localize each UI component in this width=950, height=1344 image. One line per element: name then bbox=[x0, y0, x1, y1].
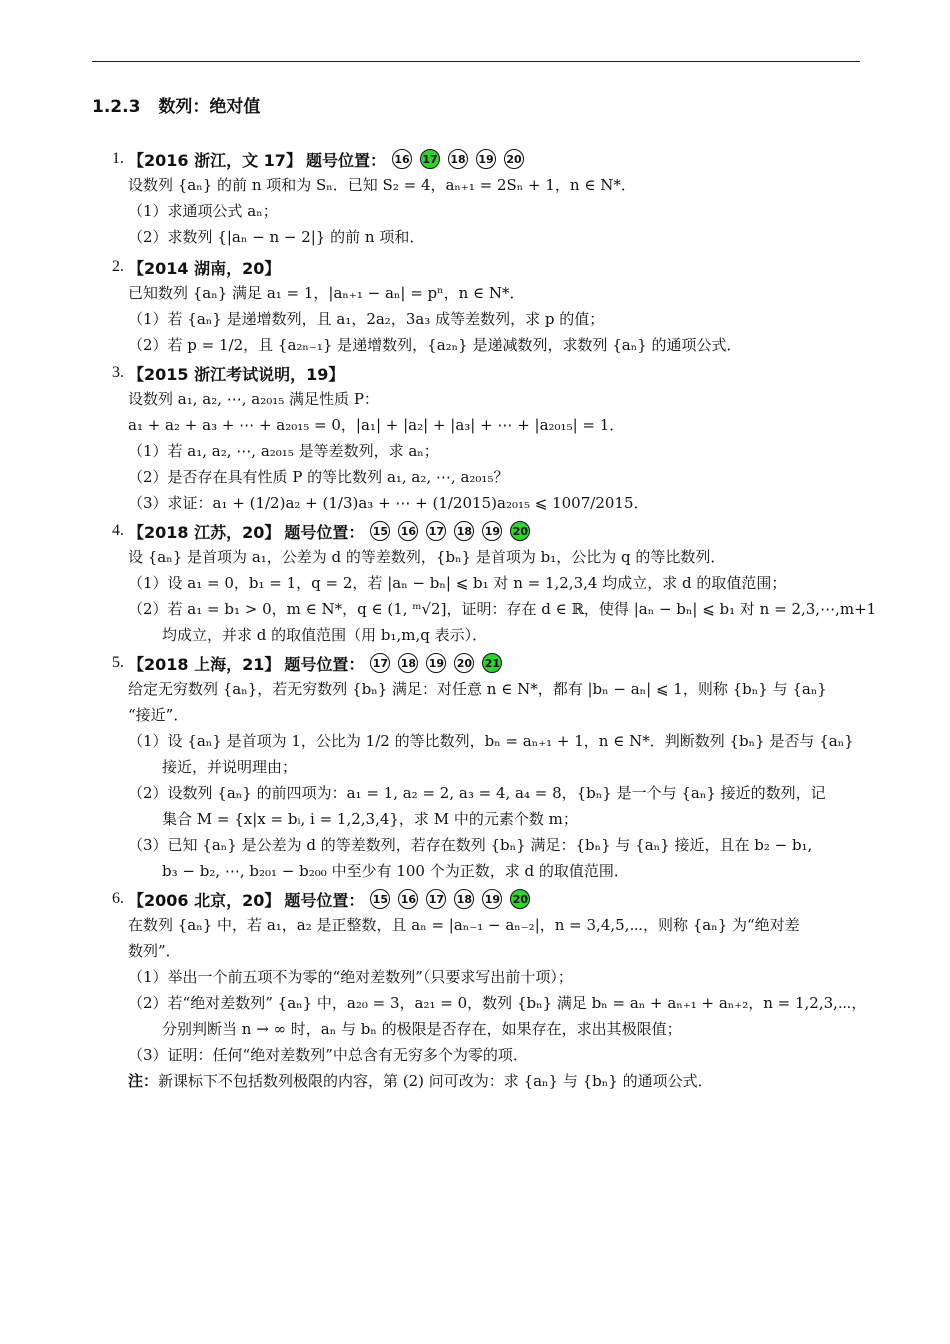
problem-text-line: 均成立，并求 d 的取值范围（用 b₁,m,q 表示）． bbox=[162, 626, 488, 644]
problem-number: 3. bbox=[112, 364, 124, 381]
position-label: 题号位置： bbox=[284, 654, 365, 674]
problem-header bbox=[92, 146, 872, 172]
section-name: 数列：绝对值 bbox=[158, 97, 261, 117]
position-marker: 15 bbox=[370, 521, 390, 541]
problem-text-line: 设数列 a₁, a₂, ⋯, a₂₀₁₅ 满足性质 P： bbox=[128, 390, 379, 408]
problem-text-line: （2）求数列 {|aₙ − n − 2|} 的前 n 项和． bbox=[128, 228, 425, 246]
position-marker: 19 bbox=[482, 889, 502, 909]
problem-item bbox=[92, 518, 877, 648]
problem-item bbox=[92, 886, 872, 1094]
position-marker: 18 bbox=[398, 653, 418, 673]
problem-text-line: （1）设 a₁ = 0，b₁ = 1，q = 2，若 |aₙ − bₙ| ⩽ b₁ 对 n = 1,2,3,4 均成立，求 d 的取值范围； bbox=[128, 574, 787, 592]
header-rule bbox=[92, 61, 860, 62]
problem-number: 5. bbox=[112, 654, 124, 671]
problem-header bbox=[92, 650, 872, 676]
problem-text-line: （1）举出一个前五项不为零的“绝对差数列”（只要求写出前十项）； bbox=[128, 968, 573, 986]
problem-text-line: “接近”． bbox=[128, 706, 189, 724]
problem-number: 2. bbox=[112, 258, 124, 275]
problem-header bbox=[92, 360, 872, 386]
problem-number: 6. bbox=[112, 890, 124, 907]
problem-source-tag: 【2006 北京，20】 bbox=[128, 890, 281, 910]
position-markers bbox=[370, 653, 502, 673]
position-marker: 17 bbox=[426, 889, 446, 909]
position-marker: 19 bbox=[476, 149, 496, 169]
position-marker: 16 bbox=[398, 889, 418, 909]
position-label: 题号位置： bbox=[284, 890, 365, 910]
position-marker-highlighted: 17 bbox=[420, 149, 440, 169]
position-markers bbox=[370, 889, 530, 909]
position-marker-highlighted: 20 bbox=[510, 889, 530, 909]
problem-text-line: （3）证明：任何“绝对差数列”中总含有无穷多个为零的项． bbox=[128, 1046, 528, 1064]
position-marker: 20 bbox=[504, 149, 524, 169]
problem-text-line: a₁ + a₂ + a₃ + ⋯ + a₂₀₁₅ = 0，|a₁| + |a₂| + |a₃| + ⋯ + |a₂₀₁₅| = 1． bbox=[128, 416, 625, 434]
problem-text-line: 在数列 {aₙ} 中，若 a₁，a₂ 是正整数，且 aₙ = |aₙ₋₁ − aₙ₋₂|，n = 3,4,5,⋯，则称 {aₙ} 为“绝对差 bbox=[128, 916, 800, 934]
problem-source-tag: 【2018 上海，21】 bbox=[128, 654, 281, 674]
problem-text-line: b₃ − b₂, ⋯, b₂₀₁ − b₂₀₀ 中至少有 100 个为正数，求 d 的取值范围． bbox=[162, 862, 629, 880]
section-number: 1.2.3 bbox=[92, 97, 141, 117]
problem-note bbox=[128, 1068, 872, 1094]
problem-text-line: （2）若 a₁ = b₁ > 0，m ∈ N*，q ∈ (1, ᵐ√2]，证明：存在 d ∈ ℝ，使得 |aₙ − bₙ| ⩽ b₁ 对 n = 2,3,⋯,m+1 bbox=[128, 600, 877, 618]
problem-number: 1. bbox=[112, 150, 124, 167]
position-markers bbox=[370, 521, 530, 541]
problem-source-tag: 【2016 浙江，文 17】 bbox=[128, 150, 302, 170]
problem-source-tag: 【2014 湖南，20】 bbox=[128, 258, 281, 278]
section-title bbox=[92, 92, 260, 117]
problem-text-line: （1）设 {aₙ} 是首项为 1，公比为 1/2 的等比数列，bₙ = aₙ₊₁ + 1，n ∈ N*．判断数列 {bₙ} 是否与 {aₙ} bbox=[128, 732, 854, 750]
problem-text-line: （1）若 {aₙ} 是递增数列，且 a₁，2a₂，3a₃ 成等差数列，求 p 的值； bbox=[128, 310, 605, 328]
problem-text-line: 已知数列 {aₙ} 满足 a₁ = 1，|aₙ₊₁ − aₙ| = pⁿ，n ∈ N*． bbox=[128, 284, 525, 302]
position-marker: 18 bbox=[454, 889, 474, 909]
position-marker: 19 bbox=[426, 653, 446, 673]
problem-source-tag: 【2015 浙江考试说明，19】 bbox=[128, 364, 345, 384]
problem-text-line: 给定无穷数列 {aₙ}，若无穷数列 {bₙ} 满足：对任意 n ∈ N*，都有 |bₙ − aₙ| ⩽ 1，则称 {bₙ} 与 {aₙ} bbox=[128, 680, 827, 698]
position-marker: 17 bbox=[370, 653, 390, 673]
problem-text-line: （2）是否存在具有性质 P 的等比数列 a₁, a₂, ⋯, a₂₀₁₅？ bbox=[128, 468, 509, 486]
problem-text-line: 集合 M = {x|x = bᵢ, i = 1,2,3,4}，求 M 中的元素个数 m； bbox=[162, 810, 578, 828]
problem-text-line: （1）求通项公式 aₙ； bbox=[128, 202, 278, 220]
position-marker: 18 bbox=[454, 521, 474, 541]
problem-number: 4. bbox=[112, 522, 124, 539]
position-label: 题号位置： bbox=[284, 522, 365, 542]
position-marker: 16 bbox=[398, 521, 418, 541]
problem-text-line: （2）若“绝对差数列” {aₙ} 中，a₂₀ = 3，a₂₁ = 0，数列 {bₙ} 满足 bₙ = aₙ + aₙ₊₁ + aₙ₊₂，n = 1,2,3,⋯， bbox=[128, 994, 867, 1012]
problem-header bbox=[92, 886, 872, 912]
problem-text-line: （3）求证：a₁ + (1/2)a₂ + (1/3)a₃ + ⋯ + (1/2015)a₂₀₁₅ ⩽ 1007/2015． bbox=[128, 494, 649, 512]
problem-text-line: （3）已知 {aₙ} 是公差为 d 的等差数列，若存在数列 {bₙ} 满足：{bₙ} 与 {aₙ} 接近，且在 b₂ − b₁, bbox=[128, 836, 813, 854]
problem-text-line: 接近，并说明理由； bbox=[162, 758, 298, 776]
problem-text-line: （1）若 a₁, a₂, ⋯, a₂₀₁₅ 是等差数列，求 aₙ； bbox=[128, 442, 439, 460]
problem-text-line: 设 {aₙ} 是首项为 a₁，公差为 d 的等差数列，{bₙ} 是首项为 b₁，公比为 q 的等比数列． bbox=[128, 548, 726, 566]
position-label: 题号位置： bbox=[305, 150, 386, 170]
problem-text-line: 数列”． bbox=[128, 942, 181, 960]
position-marker: 16 bbox=[392, 149, 412, 169]
problem-item bbox=[92, 254, 872, 358]
problem-header bbox=[92, 254, 872, 280]
problem-item bbox=[92, 360, 872, 516]
position-marker: 20 bbox=[454, 653, 474, 673]
position-marker: 19 bbox=[482, 521, 502, 541]
problem-text-line: 分别判断当 n → ∞ 时，aₙ 与 bₙ 的极限是否存在，如果存在，求出其极限值； bbox=[162, 1020, 682, 1038]
problem-item bbox=[92, 650, 872, 884]
position-marker: 15 bbox=[370, 889, 390, 909]
position-marker-highlighted: 21 bbox=[482, 653, 502, 673]
problem-text-line: 设数列 {aₙ} 的前 n 项和为 Sₙ．已知 S₂ = 4，aₙ₊₁ = 2Sₙ + 1，n ∈ N*． bbox=[128, 176, 636, 194]
problem-item bbox=[92, 146, 872, 250]
note-label: 注： bbox=[128, 1072, 159, 1090]
note-text: 新课标下不包括数列极限的内容，第 (2) 问可改为：求 {aₙ} 与 {bₙ} 的通项公式． bbox=[158, 1072, 713, 1090]
position-marker: 18 bbox=[448, 149, 468, 169]
problem-text-line: （2）若 p = 1/2，且 {a₂ₙ₋₁} 是递增数列，{a₂ₙ} 是递减数列，求数列 {aₙ} 的通项公式． bbox=[128, 336, 742, 354]
problem-list bbox=[92, 146, 877, 1096]
position-marker: 17 bbox=[426, 521, 446, 541]
problem-source-tag: 【2018 江苏，20】 bbox=[128, 522, 281, 542]
position-markers bbox=[392, 149, 524, 169]
problem-text-line: （2）设数列 {aₙ} 的前四项为：a₁ = 1, a₂ = 2, a₃ = 4, a₄ = 8，{bₙ} 是一个与 {aₙ} 接近的数列，记 bbox=[128, 784, 826, 802]
position-marker-highlighted: 20 bbox=[510, 521, 530, 541]
problem-header bbox=[92, 518, 872, 544]
